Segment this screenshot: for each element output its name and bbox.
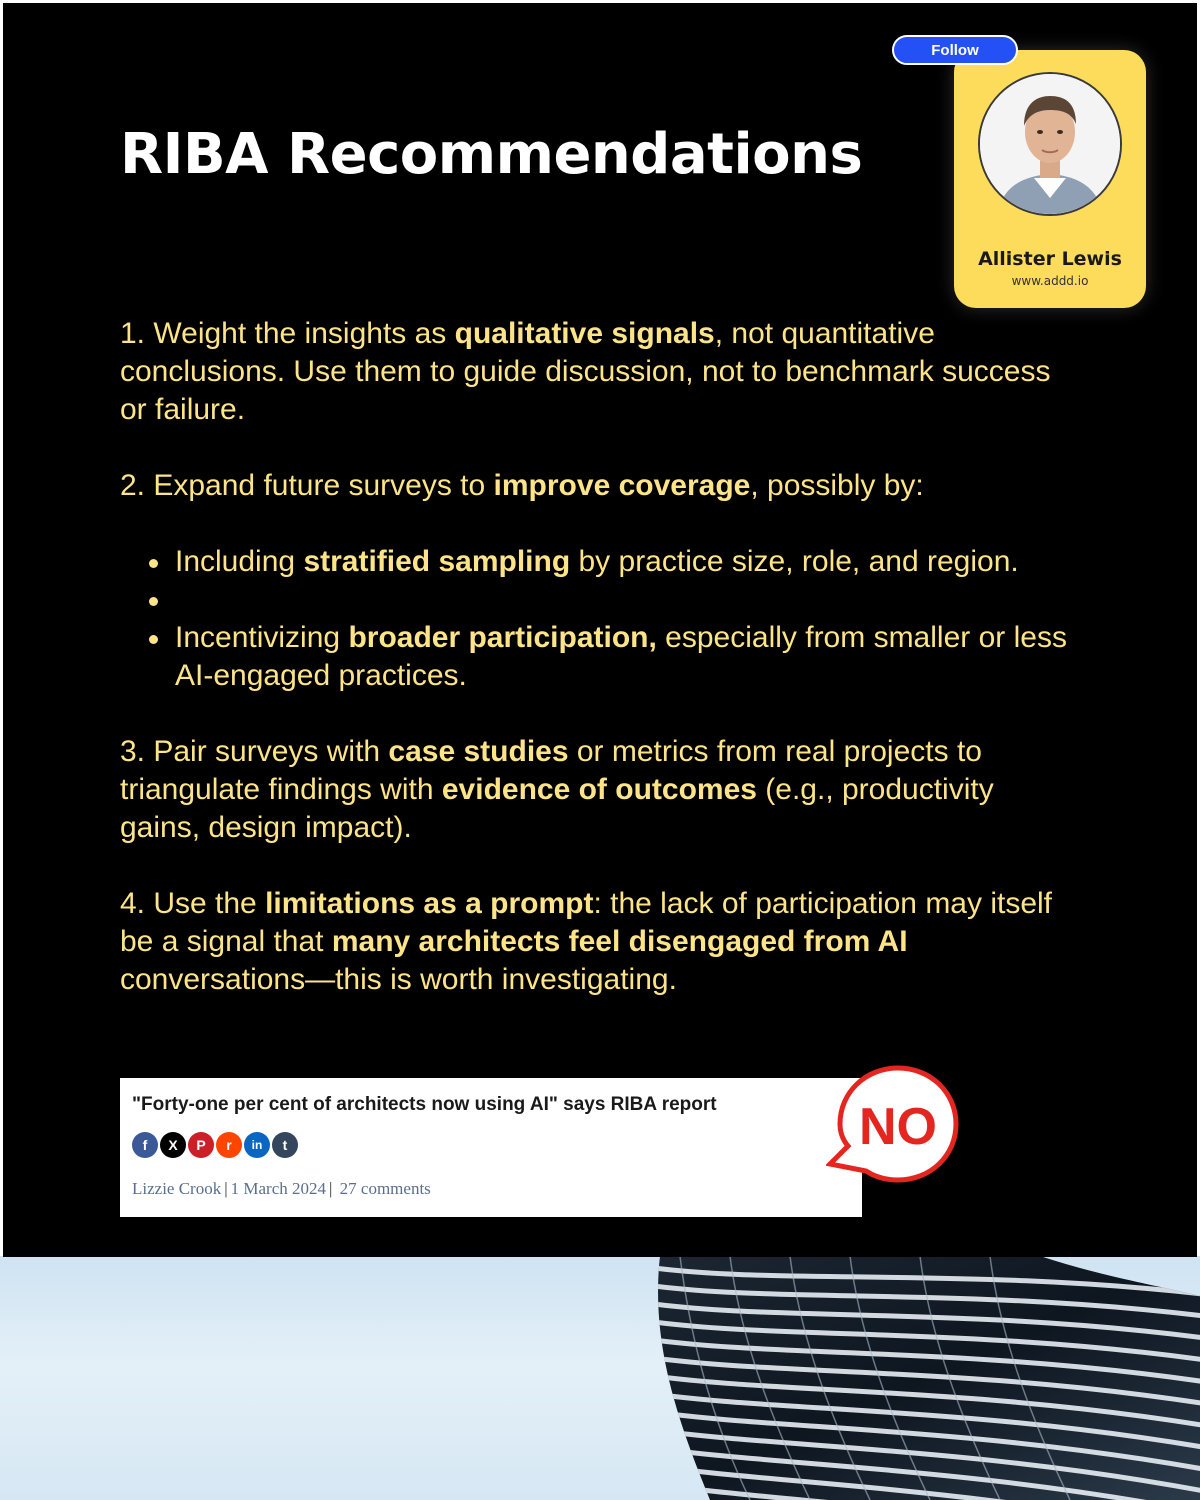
recommendation-3: 3. Pair surveys with case studies or metrics from real projects to triangulate findings with evidence of outcomes (e.g., productivity gains, design impact).: [120, 735, 994, 844]
x-icon[interactable]: X: [160, 1132, 186, 1158]
facebook-icon[interactable]: f: [132, 1132, 158, 1158]
sub-recommendations: [120, 543, 1080, 695]
recommendation-2: 2. Expand future surveys to improve coverage, possibly by:: [120, 469, 924, 502]
recommendation-4: 4. Use the limitations as a prompt: the lack of participation may itself be a signal that many architects feel disengaged from AI conversations—this is worth investigating.: [120, 887, 1053, 996]
linkedin-icon[interactable]: in: [244, 1132, 270, 1158]
article-date: 1 March 2024: [230, 1179, 326, 1198]
author-name: Allister Lewis: [978, 248, 1122, 270]
no-speech-bubble-icon: [826, 1064, 960, 1188]
no-stamp-text: NO: [859, 1098, 937, 1156]
list-item: Including stratified sampling by practice size, role, and region.: [175, 543, 1080, 581]
follow-button[interactable]: Follow: [892, 35, 1018, 65]
tumblr-icon[interactable]: t: [272, 1132, 298, 1158]
profile-card[interactable]: [954, 50, 1146, 308]
article-author[interactable]: Lizzie Crook: [132, 1179, 222, 1198]
share-icons: [132, 1132, 300, 1158]
person-portrait-icon: [980, 74, 1120, 214]
comments-link[interactable]: 27 comments: [339, 1179, 431, 1198]
byline: Lizzie Crook | 1 March 2024 | 27 comments: [132, 1179, 431, 1198]
pinterest-icon[interactable]: P: [188, 1132, 214, 1158]
avatar: [978, 72, 1122, 216]
spacer: [175, 581, 1080, 619]
reddit-icon[interactable]: r: [216, 1132, 242, 1158]
recommendation-1: 1. Weight the insights as qualitative signals, not quantitative conclusions. Use them to guide discussion, not to benchmark success or failure.: [120, 317, 1051, 426]
news-clipping: [120, 1078, 862, 1217]
news-headline[interactable]: "Forty-one per cent of architects now using AI" says RIBA report: [132, 1094, 717, 1115]
background-photo: [0, 1256, 1200, 1500]
recommendations-list: [120, 315, 1080, 999]
list-item: Incentivizing broader participation, especially from smaller or less AI-engaged practices.: [175, 619, 1080, 695]
author-website[interactable]: www.addd.io: [1011, 274, 1089, 288]
page-title: RIBA Recommendations: [120, 122, 863, 187]
building-facade-image: [620, 1256, 1200, 1500]
